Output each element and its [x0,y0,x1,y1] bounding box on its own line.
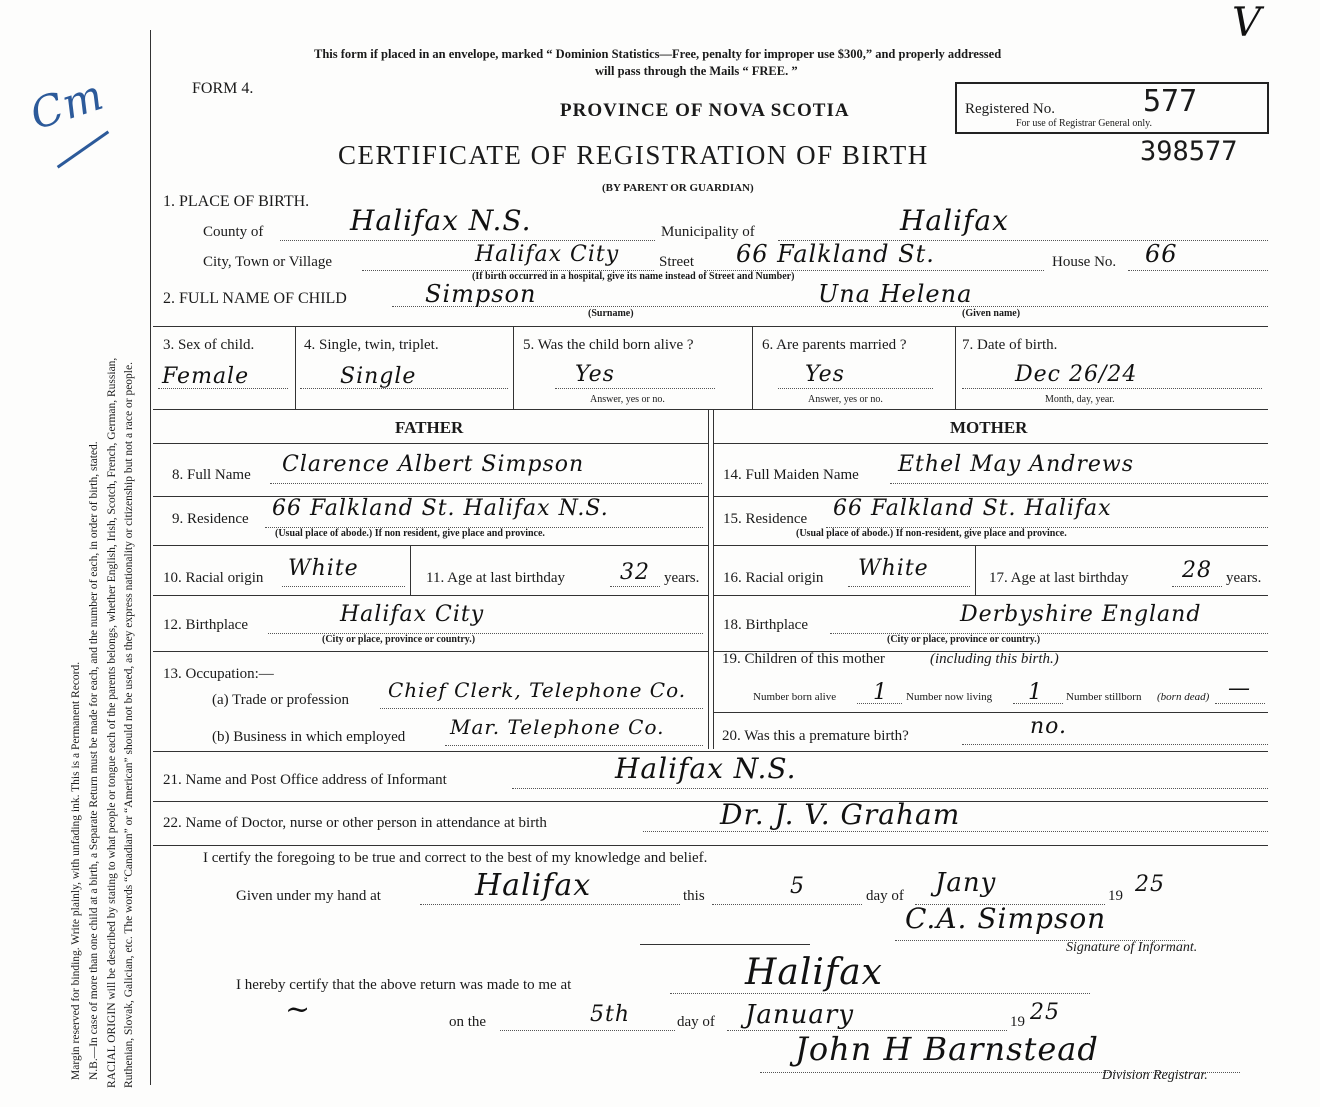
father-birthplace-note: (City or place, province or country.) [322,634,476,645]
premature-label: 20. Was this a premature birth? [722,728,909,744]
mother-residence-label: 15. Residence [723,511,808,527]
certificate-subtitle: (BY PARENT OR GUARDIAN) [602,182,754,194]
certificate-title: CERTIFICATE OF REGISTRATION OF BIRTH [338,140,929,170]
born-alive-count: 1 [873,680,888,705]
informant-value: Halifax N.S. [615,752,797,785]
municipality-value: Halifax [900,204,1009,237]
father-racial-label: 10. Racial origin [163,570,264,586]
father-residence-value: 66 Falkland St. Halifax N.S. [272,496,609,521]
registered-number: 577 [1143,84,1198,119]
birth-date-value: Dec 26/24 [1015,362,1138,387]
father-birthplace-label: 12. Birthplace [163,617,248,633]
stillborn-count: — [1228,676,1251,701]
given-month: Jany [935,868,997,898]
trade-label: (a) Trade or profession [212,692,350,708]
county-value: Halifax N.S. [350,204,532,237]
informant-label: 21. Name and Post Office address of Informant [163,772,447,788]
father-age-label: 11. Age at last birthday [426,570,565,586]
mail-notice-free: will pass through the Mails “ FREE. ” [595,64,798,78]
birth-type-label: 4. Single, twin, triplet. [304,337,439,353]
children-label: 19. Children of this mother [722,651,885,667]
mother-years: years. [1226,570,1262,586]
registrar-signature: John H Barnstead [795,1030,1099,1068]
margin-note-racial-1: RACIAL ORIGIN will be described by stating to what people or tongue each of the parents belongs, whether English, Irish, Scotch, French, German, Russian, [106,357,118,1088]
county-label: County of [203,224,264,240]
now-living-count: 1 [1028,680,1043,705]
occupation-label: 13. Occupation:— [163,666,274,682]
given-day: 5 [790,874,805,899]
mother-birthplace-value: Derbyshire England [960,602,1202,627]
hospital-note: (If birth occurred in a hospital, give its name instead of Street and Number) [472,271,795,282]
birth-type-value: Single [340,364,417,389]
margin-note-nb: N.B.—In case of more than one child at a birth, a Separate Return must be made for each, and the number of each, in order of birth, stated. [88,441,100,1080]
father-name-value: Clarence Albert Simpson [282,452,585,477]
margin-note-binding: Margin reserved for binding. Write plainly, with unfading ink. This is a Permanent Record. [70,661,82,1080]
registrar-year: 25 [1030,1000,1060,1025]
house-value: 66 [1145,240,1178,268]
mother-birthplace-label: 18. Birthplace [723,617,808,633]
father-residence-note: (Usual place of abode.) If non resident, give place and province. [275,528,545,539]
form-number: FORM 4. [192,80,254,97]
father-racial-value: White [288,556,359,581]
birth-date-note: Month, day, year. [1045,394,1115,405]
parents-married-value: Yes [805,362,845,387]
margin-mark-stroke [57,130,110,168]
born-alive-count-label: Number born alive [753,691,837,703]
stillborn-label: Number stillborn [1066,691,1142,703]
province-heading: PROVINCE OF NOVA SCOTIA [560,100,850,121]
born-alive-value: Yes [575,362,615,387]
registrar-place: Halifax [745,952,883,993]
given-label: Given under my hand at [236,888,381,904]
registration-stamp: 398577 [1140,136,1238,167]
father-name-label: 8. Full Name [172,467,251,483]
mother-age-value: 28 [1182,558,1212,583]
trade-value: Chief Clerk, Telephone Co. [388,678,687,702]
mother-racial-label: 16. Racial origin [723,570,824,586]
mother-residence-value: 66 Falkland St. Halifax [833,496,1112,521]
registrar-on-the-label: on the [449,1014,487,1030]
parents-married-label: 6. Are parents married ? [762,337,907,353]
stillborn-note: (born dead) [1157,691,1210,703]
mother-racial-value: White [858,556,929,581]
registrar-initial: ~ [285,992,312,1027]
sex-value: Female [162,364,250,389]
mother-age-label: 17. Age at last birthday [989,570,1129,586]
registrar-statement: I hereby certify that the above return was made to me at [236,977,572,993]
born-alive-note: Answer, yes or no. [590,394,665,405]
city-label: City, Town or Village [203,254,333,270]
now-living-label: Number now living [906,691,993,703]
given-year: 25 [1135,872,1165,897]
business-label: (b) Business in which employed [212,729,406,745]
surname-caption: (Surname) [588,308,634,319]
father-years: years. [664,570,700,586]
mother-residence-note: (Usual place of abode.) If non-resident, give place and province. [796,528,1067,539]
business-value: Mar. Telephone Co. [450,715,665,739]
registered-note: For use of Registrar General only. [1016,118,1152,129]
given-name-caption: (Given name) [962,308,1021,319]
margin-border [150,30,151,1085]
mother-name-value: Ethel May Andrews [898,452,1134,477]
registrar-year-prefix: 19 [1010,1014,1025,1030]
margin-note-racial-2: Ruthenian, Slovak, Galician, etc. The words “Canadian” or “American” should not be used, as they express nationality or citizenship but not a race or people. [123,362,135,1088]
given-day-of-label: day of [866,888,904,904]
children-note: (including this birth.) [930,651,1059,667]
parents-married-note: Answer, yes or no. [808,394,883,405]
certify-statement: I certify the foregoing to be true and correct to the best of my knowledge and belief. [203,850,708,866]
mother-name-label: 14. Full Maiden Name [723,467,859,483]
sex-label: 3. Sex of child. [163,337,255,353]
margin-mark-check: V [1232,0,1262,46]
given-this-label: this [683,888,705,904]
registrar-day-of-label: day of [677,1014,715,1030]
born-alive-label: 5. Was the child born alive ? [523,337,694,353]
doctor-value: Dr. J. V. Graham [720,798,961,831]
street-label: Street [659,254,694,270]
registrar-day: 5th [590,1002,631,1027]
place-of-birth-label: 1. PLACE OF BIRTH. [163,193,310,210]
informant-signature-label: Signature of Informant. [1066,940,1198,955]
city-value: Halifax City [475,242,620,267]
premature-value: no. [1030,714,1068,739]
child-surname: Simpson [425,280,537,308]
father-residence-label: 9. Residence [172,511,249,527]
father-heading: FATHER [395,418,464,437]
doctor-label: 22. Name of Doctor, nurse or other person in attendance at birth [163,815,547,831]
given-year-prefix: 19 [1108,888,1123,904]
municipality-label: Municipality of [661,224,755,240]
mother-heading: MOTHER [950,418,1028,437]
birth-date-label: 7. Date of birth. [962,337,1058,353]
margin-mark-cm: Cm [24,69,110,140]
registered-label: Registered No. [965,101,1055,117]
informant-signature: C.A. Simpson [905,902,1107,935]
street-value: 66 Falkland St. [736,240,935,268]
father-birthplace-value: Halifax City [340,602,485,627]
mother-birthplace-note: (City or place, province or country.) [887,634,1041,645]
child-given-name: Una Helena [818,280,973,308]
registrar-signature-label: Division Registrar. [1102,1068,1208,1083]
given-place: Halifax [475,868,592,903]
child-name-label: 2. FULL NAME OF CHILD [163,290,347,307]
house-label: House No. [1052,254,1117,270]
registrar-month: January [745,1000,855,1030]
father-age-value: 32 [620,560,650,585]
mail-notice: This form if placed in an envelope, marked “ Dominion Statistics—Free, penalty for improper use $300,” and properly addressed [314,47,1002,61]
